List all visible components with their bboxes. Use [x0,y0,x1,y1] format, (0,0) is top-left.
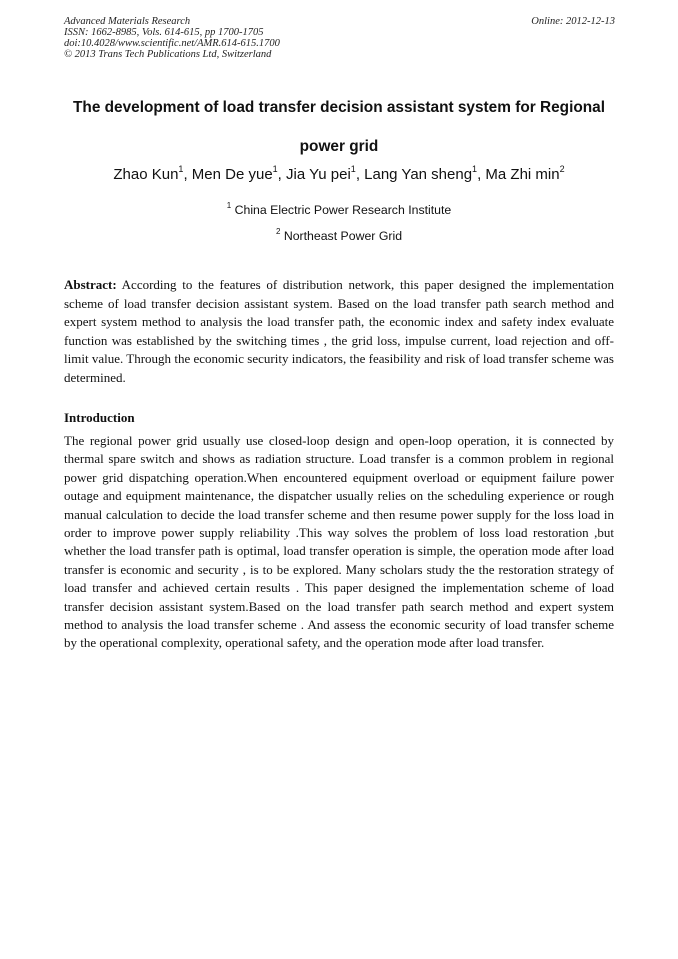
author-list: Zhao Kun$^1$, Men De yue$^1$, Jia Yu pei$^1$, Lang Yan sheng$^1$, Ma Zhi $\min^2$ [113,164,565,183]
abstract-text: According to the features of distribution network, this paper designed the implementation scheme of load transfer decision assistant system. Based on the load transfer path search method and expert system method to analysis the load transfer path, the economic index and safety index evaluate function was established by the switching times , the grid loss, impulse current, load rejection and off-limit value. Through the economic security indicators, the feasibility and risk of load transfer scheme was determined. [64,277,614,385]
paper-title: The development of load transfer decision assistant system for Regional power grid [73,99,605,155]
affiliation-2 [40,228,638,244]
affiliation-name: Northeast Power Grid [283,229,403,243]
author-affiliation-mark: 1 [178,164,184,174]
author-affiliation-mark: 1 [472,164,478,174]
affiliation-mark: 2 [275,227,281,236]
online-date: Online: 2012-12-13 [531,16,615,27]
abstract-label: Abstract: [64,277,117,292]
author-name: Zhao Kun [113,166,179,183]
author-name: Lang Yan sheng [364,166,473,183]
author-name: Ma Zhi min [485,166,560,183]
issn-line: ISSN: 1662-8985, Vols. 614-615, pp 1700-1705 [64,27,264,38]
doi-link[interactable]: doi:10.4028/www.scientific.net/AMR.614-615.1700 [64,38,280,49]
introduction-paragraph: The regional power grid usually use closed-loop design and open-loop operation, it is connected by thermal spare switch and shows as radiation structure. Load transfer is a common problem in regional power grid dispatching operation.When encountered equipment overload or equipment failure power outage and equipment maintenance, the dispatcher usually relies on the scheduling experience or rough manual calculation to decide the load transfer scheme and then resume power supply for the loss load in order to improve power supply reliability .This way solves the problem of loss load restoration ,but whether the load transfer path is optimal, load transfer operation is simple, the operation mode after load transfer is economic and security , is to be explored. Many scholars study the the restoration strategy of load transfer and achieved certain results . This paper designed the implementation scheme of load transfer decision assistant system.Based on the load transfer path search method and expert system method to analysis the load transfer scheme . And assess the economic security of load transfer scheme by the operational complexity, operational safety, and the operation mode after load transfer. [64,433,614,651]
author-name: Men De yue [191,166,273,183]
author-affiliation-mark: 1 [272,164,278,174]
author-name: Jia Yu pei [286,166,351,183]
affiliation-name: China Electric Power Research Institute [234,203,452,217]
affiliation-mark: 1 [226,201,232,210]
copyright-line: © 2013 Trans Tech Publications Ltd, Switzerland [64,49,272,60]
affiliation-1 [40,202,638,218]
journal-header [64,16,615,60]
journal-name: Advanced Materials Research [64,16,191,27]
author-affiliation-mark: 2 [559,164,565,174]
section-heading-introduction: Introduction [64,410,135,425]
abstract-paragraph [64,276,614,387]
author-affiliation-mark: 1 [350,164,356,174]
